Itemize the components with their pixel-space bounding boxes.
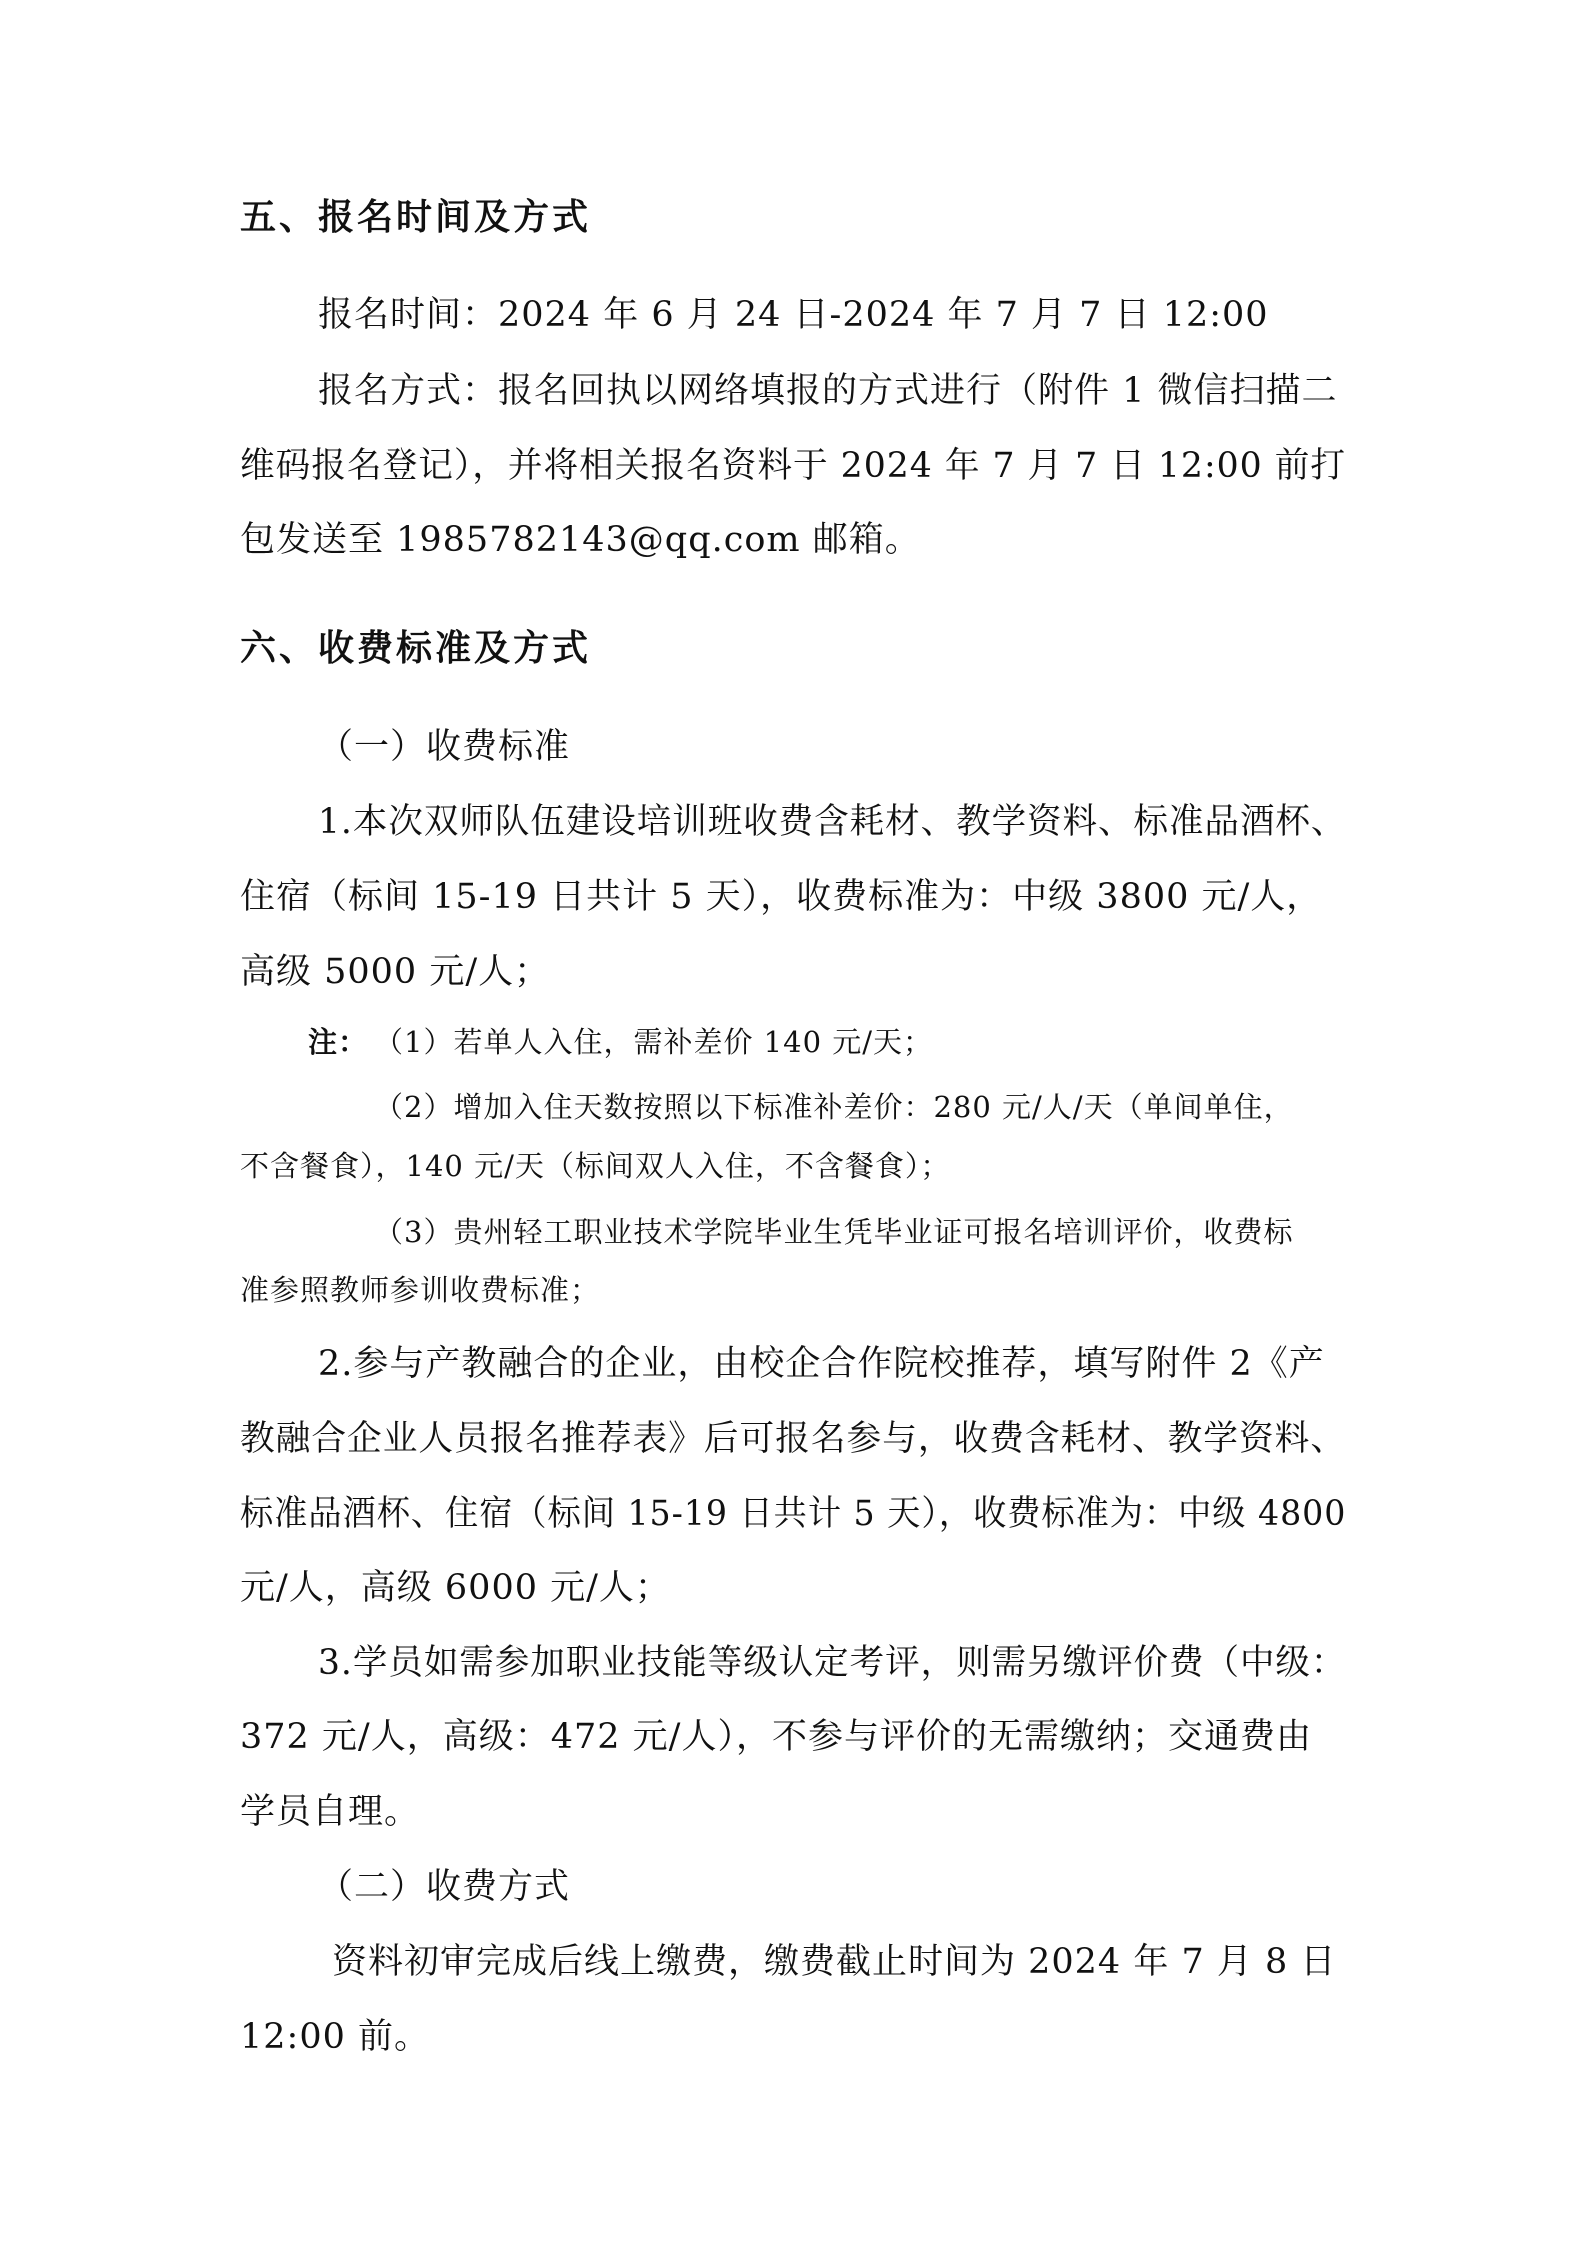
note-1: （1）若单人入住，需补差价 140 元/天； [374, 1025, 934, 1059]
note-2-line-1: （2）增加入住天数按照以下标准补差价：280 元/人/天（单间单住， [374, 1090, 1294, 1124]
registration-method-line-2: 维码报名登记），并将相关报名资料于 2024 年 7 月 7 日 12:00 前打 [240, 446, 1346, 486]
item-3-line-3: 学员自理。 [240, 1792, 421, 1832]
fee-method-subheading: （二）收费方式 [318, 1867, 571, 1907]
item-1-line-1: 1.本次双师队伍建设培训班收费含耗材、教学资料、标准品酒杯、 [318, 802, 1347, 842]
note-3-line-2: 准参照教师参训收费标准； [240, 1273, 601, 1307]
item-2-line-4: 元/人，高级 6000 元/人； [240, 1568, 671, 1608]
item-1-line-3: 高级 5000 元/人； [240, 952, 551, 992]
section-5-heading: 五、报名时间及方式 [240, 197, 592, 238]
item-2-line-3: 标准品酒杯、住宿（标间 15-19 日共计 5 天），收费标准为：中级 4800 [240, 1494, 1347, 1534]
item-2-line-1: 2.参与产教融合的企业，由校企合作院校推荐，填写附件 2《产 [318, 1344, 1325, 1384]
item-3-line-2: 372 元/人，高级：472 元/人），不参与评价的无需缴纳；交通费由 [240, 1717, 1312, 1757]
registration-method-line-1: 报名方式：报名回执以网络填报的方式进行（附件 1 微信扫描二 [318, 371, 1338, 411]
registration-method-line-3: 包发送至 1985782143@qq.com 邮箱。 [240, 520, 921, 560]
item-2-line-2: 教融合企业人员报名推荐表》后可报名参与，收费含耗材、教学资料、 [240, 1419, 1347, 1459]
item-3-line-1: 3.学员如需参加职业技能等级认定考评，则需另缴评价费（中级： [318, 1643, 1347, 1683]
section-6-heading: 六、收费标准及方式 [240, 628, 592, 669]
registration-time: 报名时间：2024 年 6 月 24 日-2024 年 7 月 7 日 12:00 [318, 295, 1269, 335]
fee-standard-subheading: （一）收费标准 [318, 727, 571, 767]
item-1-line-2: 住宿（标间 15-19 日共计 5 天），收费标准为：中级 3800 元/人， [240, 877, 1323, 917]
payment-line-1: 资料初审完成后线上缴费，缴费截止时间为 2024 年 7 月 8 日 [332, 1942, 1337, 1982]
note-2-line-2: 不含餐食），140 元/天（标间双人入住，不含餐食）； [240, 1149, 951, 1183]
note-3-line-1: （3）贵州轻工职业技术学院毕业生凭毕业证可报名培训评价，收费标 [374, 1215, 1294, 1249]
note-label: 注： [308, 1025, 369, 1059]
payment-line-2: 12:00 前。 [240, 2017, 430, 2057]
